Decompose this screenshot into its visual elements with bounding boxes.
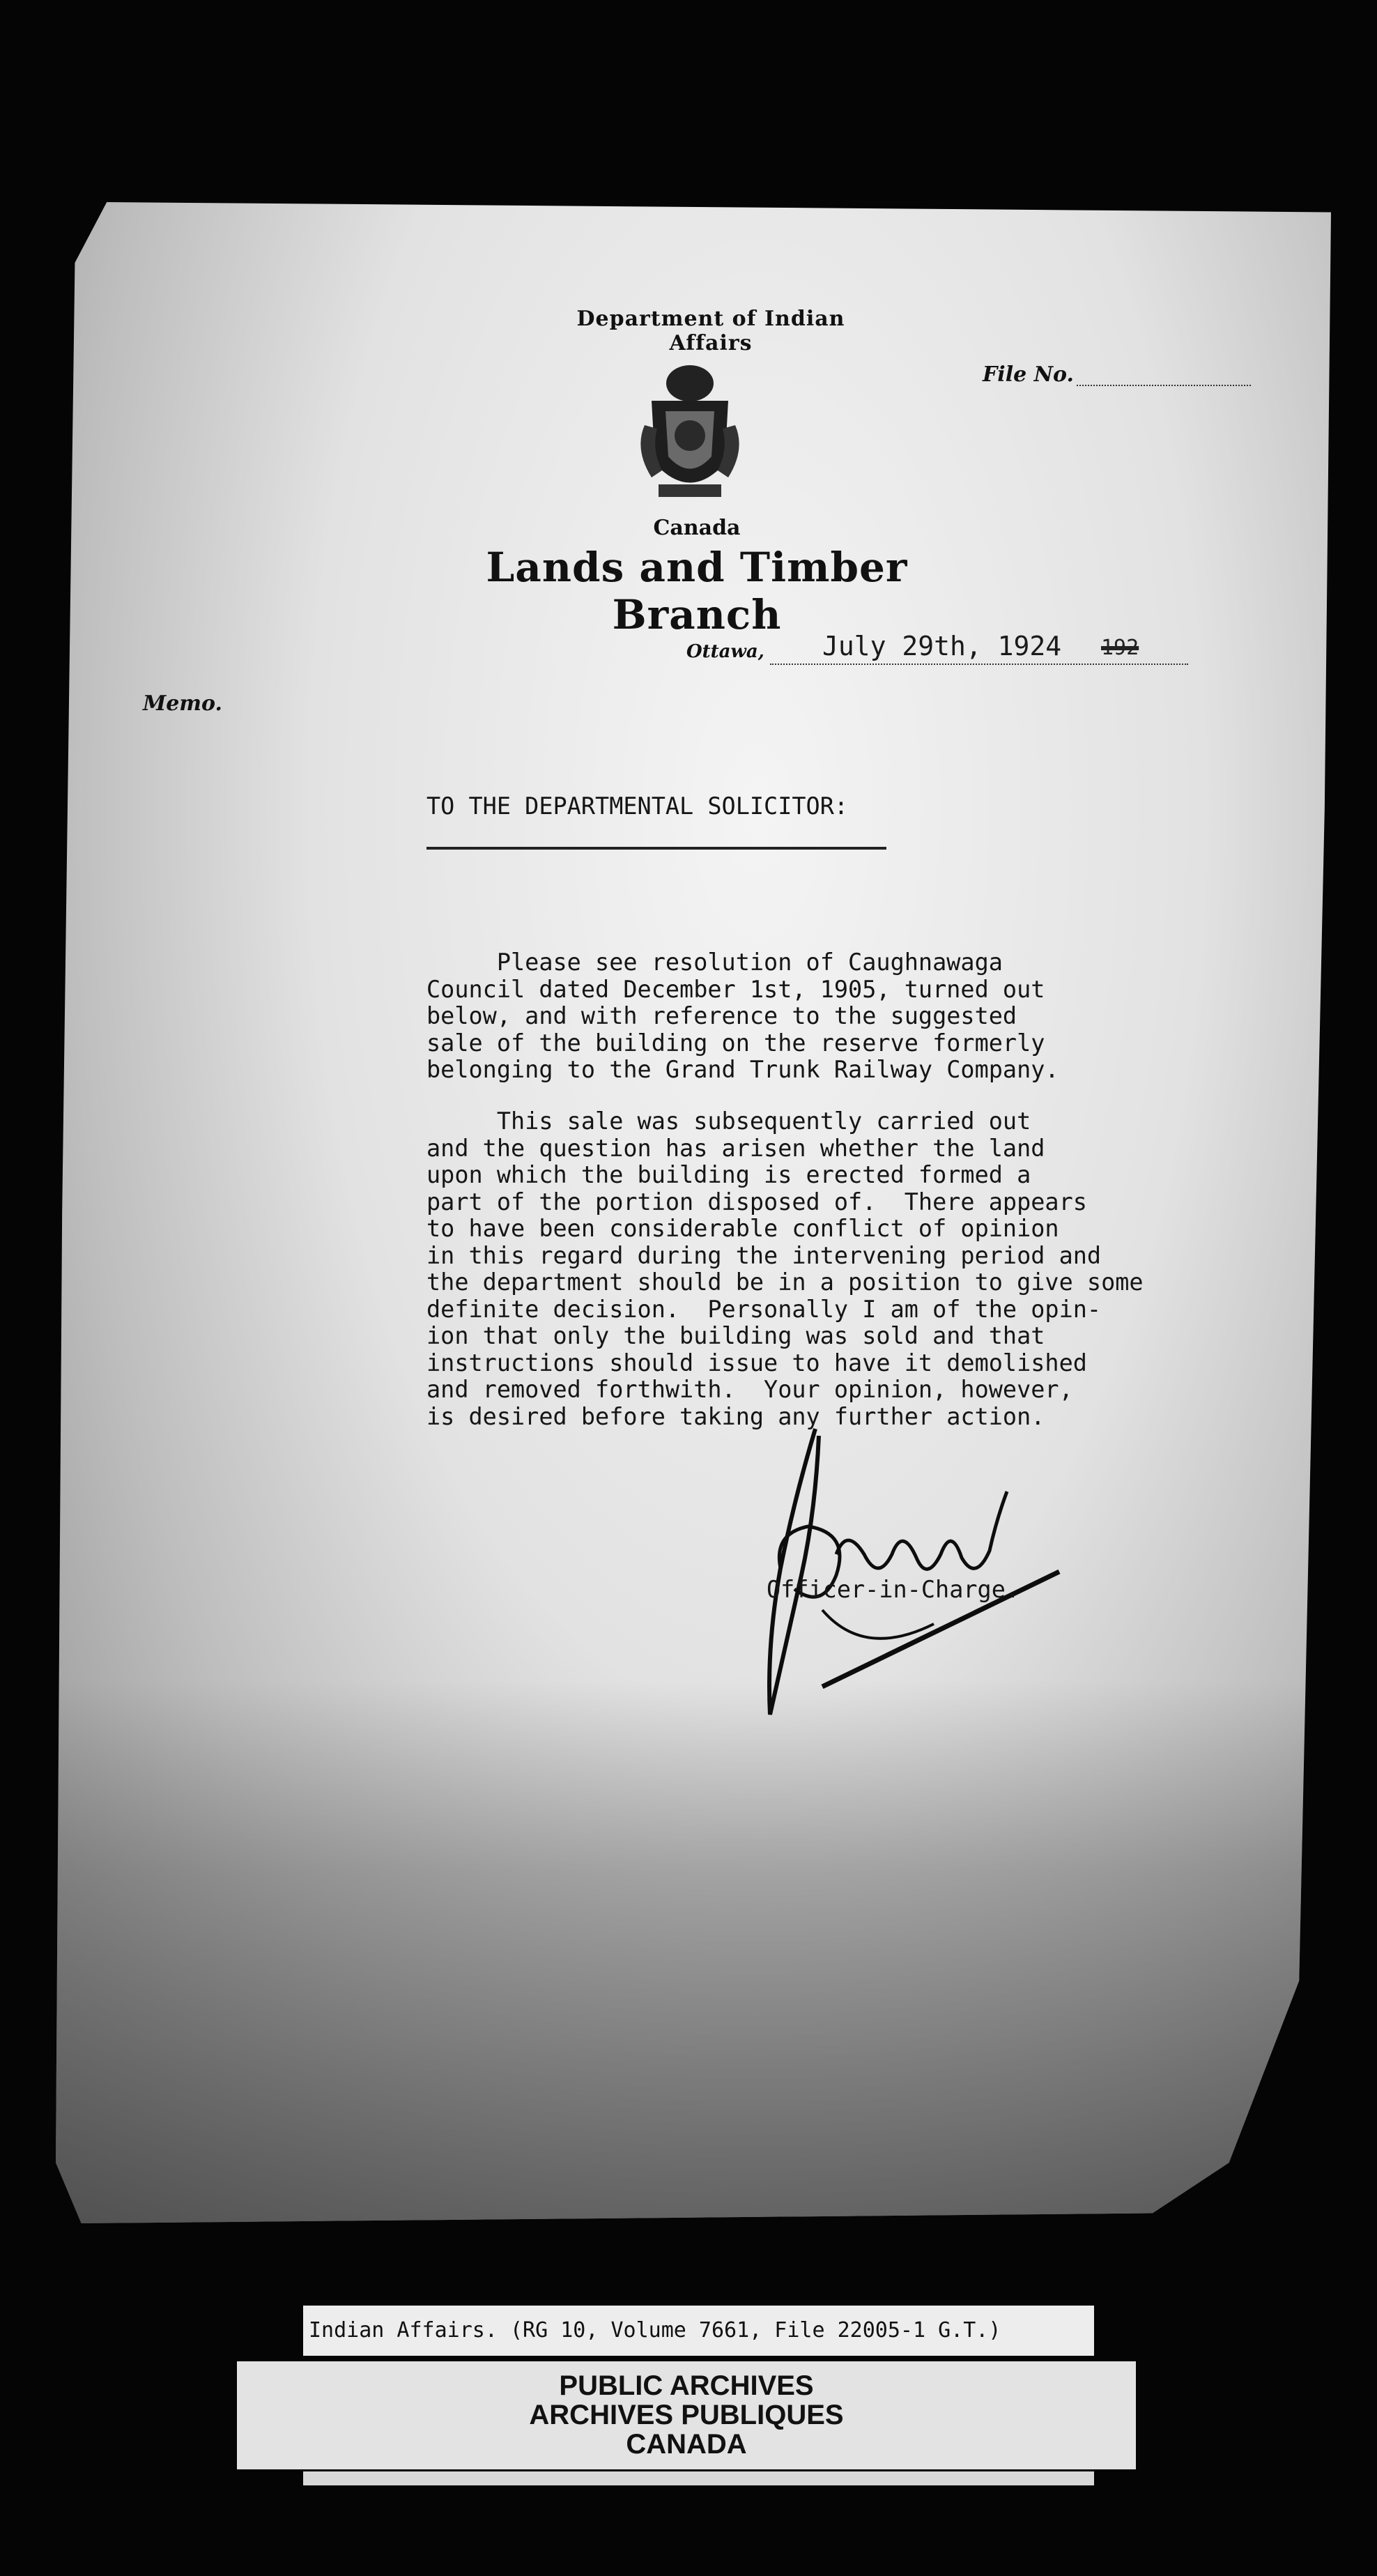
archive-line-3: CANADA bbox=[626, 2429, 747, 2460]
file-number-line bbox=[1077, 385, 1251, 386]
archive-reference: Indian Affairs. (RG 10, Volume 7661, File 22005-1 G.T.) bbox=[303, 2306, 1094, 2356]
struck-year-prefix: 192 bbox=[1101, 636, 1139, 660]
coat-of-arms-icon bbox=[631, 359, 749, 505]
handwritten-signature bbox=[753, 1415, 1087, 1735]
paragraph-1: Please see resolution of Caughnawaga Council dated December 1st, 1905, turned out below, and with reference to the suggested sale of the building on the reserve formerly belonging to the Grand Trunk Railway Company. bbox=[426, 949, 1059, 1083]
archive-line-2: ARCHIVES PUBLIQUES bbox=[529, 2400, 844, 2430]
water-stain bbox=[56, 1680, 1331, 2223]
letter-date: July 29th, 1924 bbox=[822, 631, 1062, 661]
paragraph-2: This sale was subsequently carried out and the question has arisen whether the land upon which the building is erected formed a part of the portion disposed of. There appears to have been considerable conflict of opinion in this regard during the intervening period and the department should be in a position to give some definite decision. Personally I am of the opin- ion that only the building was sold and that instructions should issue to have it demolished and removed forthwith. Your opinion, however, is desired before taking any further action. bbox=[426, 1107, 1144, 1430]
addressee: TO THE DEPARTMENTAL SOLICITOR: bbox=[426, 792, 849, 820]
archive-line-1: PUBLIC ARCHIVES bbox=[559, 2370, 814, 2401]
signature-title: Officer-in-Charge. bbox=[767, 1576, 1020, 1603]
file-number-label: File No. bbox=[983, 362, 1074, 387]
department-name: Department of Indian Affairs bbox=[576, 307, 845, 355]
memo-label: Memo. bbox=[143, 691, 222, 716]
addressee-underline bbox=[426, 847, 886, 850]
archive-stamp bbox=[237, 2361, 1136, 2469]
place-label: Ottawa, bbox=[686, 641, 764, 662]
branch-name: Lands and Timber Branch bbox=[486, 544, 908, 638]
date-line bbox=[770, 664, 1188, 665]
country-name: Canada bbox=[653, 516, 741, 540]
archive-strip bbox=[303, 2471, 1094, 2485]
